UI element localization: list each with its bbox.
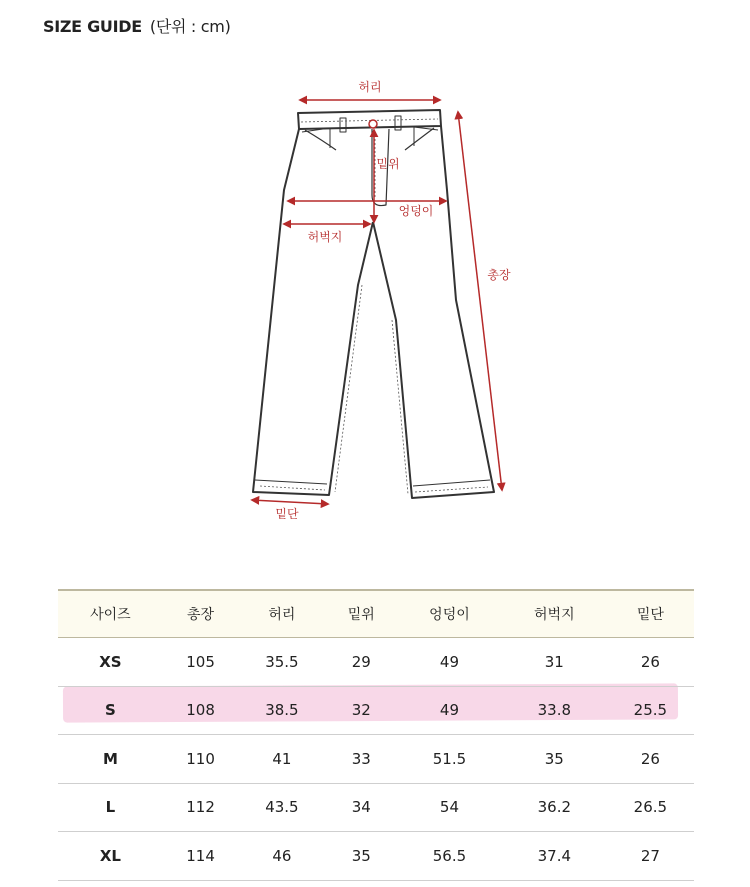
thigh-label: 허벅지 [307,230,343,244]
hip-cell: 51.5 [397,735,502,784]
hem-cell: 26.5 [607,783,694,832]
size-cell: XL [58,832,163,881]
thigh-cell: 35 [502,735,607,784]
length-cell: 112 [163,783,238,832]
header-size: 사이즈 [58,590,163,638]
hip-label: 엉덩이 [398,204,434,218]
table-row [58,686,694,735]
rise-cell: 35 [325,832,397,881]
header-hem: 밑단 [607,590,694,638]
header-length: 총장 [163,590,238,638]
rise-cell: 32 [325,686,397,735]
length-cell: 108 [163,686,238,735]
header-thigh: 허벅지 [502,590,607,638]
header-rise: 밑위 [325,590,397,638]
waist-label: 허리 [358,80,382,94]
size-table [58,589,694,881]
hem-cell: 27 [607,832,694,881]
header-hip: 엉덩이 [397,590,502,638]
size-cell: S [58,686,163,735]
waist-button [369,120,377,128]
size-cell: XS [58,638,163,687]
thigh-cell: 37.4 [502,832,607,881]
waist-cell: 35.5 [238,638,325,687]
hip-cell: 49 [397,686,502,735]
rise-label: 밑위 [376,157,400,171]
length-cell: 105 [163,638,238,687]
rise-cell: 33 [325,735,397,784]
hem-cell: 26 [607,735,694,784]
length-measure-line [458,112,502,490]
hem-cell: 25.5 [607,686,694,735]
hem-measure-line [252,500,328,504]
table-header-row [58,590,694,638]
waist-cell: 41 [238,735,325,784]
size-cell: L [58,783,163,832]
hem-cell: 26 [607,638,694,687]
table-row [58,638,694,687]
unit-label: (단위 : cm) [149,17,231,36]
rise-cell: 29 [325,638,397,687]
waist-cell: 46 [238,832,325,881]
hem-label: 밑단 [275,507,299,521]
header-waist: 허리 [238,590,325,638]
thigh-cell: 36.2 [502,783,607,832]
table-row [58,832,694,881]
thigh-cell: 33.8 [502,686,607,735]
rise-cell: 34 [325,783,397,832]
thigh-cell: 31 [502,638,607,687]
hip-cell: 49 [397,638,502,687]
hip-cell: 54 [397,783,502,832]
waist-cell: 38.5 [238,686,325,735]
hip-cell: 56.5 [397,832,502,881]
table-row [58,735,694,784]
length-cell: 110 [163,735,238,784]
length-cell: 114 [163,832,238,881]
table-row [58,783,694,832]
waist-cell: 43.5 [238,783,325,832]
size-guide-title: SIZE GUIDE [43,17,142,36]
length-label: 총장 [487,268,511,282]
size-cell: M [58,735,163,784]
